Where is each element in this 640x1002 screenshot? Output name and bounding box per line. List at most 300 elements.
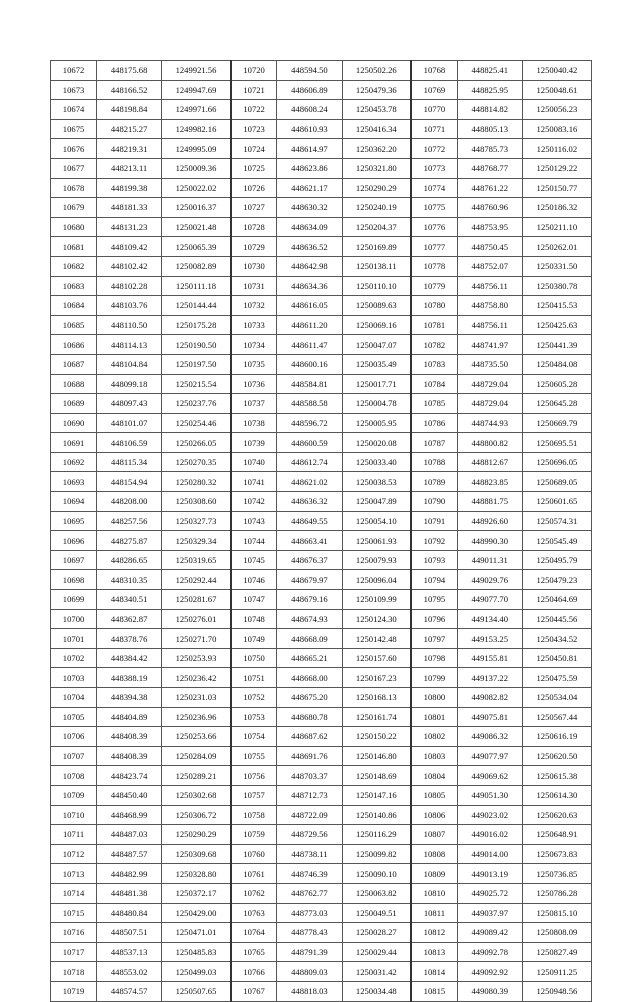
x-coordinate-cell: 448362.87 [97,609,162,629]
x-coordinate-cell: 448340.51 [97,590,162,610]
y-coordinate-cell: 1250129.22 [522,158,591,178]
y-coordinate-cell: 1250190.50 [162,335,231,355]
point-id-cell: 10815 [411,981,457,1001]
y-coordinate-cell: 1250083.16 [522,119,591,139]
x-coordinate-cell: 448791.39 [277,942,342,962]
y-coordinate-cell: 1250502.26 [342,61,411,81]
y-coordinate-cell: 1250280.32 [162,472,231,492]
y-coordinate-cell: 1250146.80 [342,746,411,766]
x-coordinate-cell: 448634.09 [277,217,342,237]
point-id-cell: 10785 [411,394,457,414]
point-id-cell: 10750 [231,648,277,668]
y-coordinate-cell: 1250204.37 [342,217,411,237]
point-id-cell: 10746 [231,570,277,590]
x-coordinate-cell: 448758.80 [457,296,522,316]
point-id-cell: 10710 [51,805,97,825]
x-coordinate-cell: 448642.98 [277,256,342,276]
point-id-cell: 10762 [231,883,277,903]
point-id-cell: 10755 [231,746,277,766]
y-coordinate-cell: 1250124.30 [342,609,411,629]
x-coordinate-cell: 448102.28 [97,276,162,296]
y-coordinate-cell: 1250175.28 [162,315,231,335]
y-coordinate-cell: 1250290.29 [342,178,411,198]
table-row [51,158,592,178]
point-id-cell: 10763 [231,903,277,923]
x-coordinate-cell: 449077.97 [457,746,522,766]
point-id-cell: 10783 [411,354,457,374]
x-coordinate-cell: 448773.03 [277,903,342,923]
y-coordinate-cell: 1250948.56 [522,981,591,1001]
point-id-cell: 10695 [51,511,97,531]
x-coordinate-cell: 448115.34 [97,452,162,472]
x-coordinate-cell: 448738.11 [277,844,342,864]
x-coordinate-cell: 448588.58 [277,394,342,414]
table-row [51,864,592,884]
y-coordinate-cell: 1250049.51 [342,903,411,923]
x-coordinate-cell: 448630.32 [277,198,342,218]
table-row [51,707,592,727]
point-id-cell: 10708 [51,766,97,786]
point-id-cell: 10747 [231,590,277,610]
point-id-cell: 10698 [51,570,97,590]
point-id-cell: 10741 [231,472,277,492]
table-row [51,315,592,335]
y-coordinate-cell: 1250380.78 [522,276,591,296]
x-coordinate-cell: 448109.42 [97,237,162,257]
point-id-cell: 10687 [51,354,97,374]
point-id-cell: 10724 [231,139,277,159]
point-id-cell: 10767 [231,981,277,1001]
y-coordinate-cell: 1250429.00 [162,903,231,923]
y-coordinate-cell: 1250009.36 [162,158,231,178]
x-coordinate-cell: 448487.03 [97,825,162,845]
y-coordinate-cell: 1250601.65 [522,492,591,512]
y-coordinate-cell: 1249995.09 [162,139,231,159]
table-row [51,805,592,825]
x-coordinate-cell: 448110.50 [97,315,162,335]
y-coordinate-cell: 1250434.52 [522,629,591,649]
y-coordinate-cell: 1250425.63 [522,315,591,335]
table-row [51,923,592,943]
y-coordinate-cell: 1250416.34 [342,119,411,139]
y-coordinate-cell: 1250034.48 [342,981,411,1001]
x-coordinate-cell: 449077.70 [457,590,522,610]
x-coordinate-cell: 449080.39 [457,981,522,1001]
point-id-cell: 10738 [231,413,277,433]
table-row [51,511,592,531]
y-coordinate-cell: 1249982.16 [162,119,231,139]
y-coordinate-cell: 1250096.04 [342,570,411,590]
point-id-cell: 10761 [231,864,277,884]
point-id-cell: 10683 [51,276,97,296]
x-coordinate-cell: 448310.35 [97,570,162,590]
y-coordinate-cell: 1250054.10 [342,511,411,531]
y-coordinate-cell: 1250321.80 [342,158,411,178]
point-id-cell: 10768 [411,61,457,81]
y-coordinate-cell: 1250211.10 [522,217,591,237]
table-row [51,198,592,218]
x-coordinate-cell: 449092.78 [457,942,522,962]
point-id-cell: 10682 [51,256,97,276]
x-coordinate-cell: 449134.40 [457,609,522,629]
point-id-cell: 10749 [231,629,277,649]
x-coordinate-cell: 448394.38 [97,688,162,708]
point-id-cell: 10701 [51,629,97,649]
point-id-cell: 10704 [51,688,97,708]
x-coordinate-cell: 448800.82 [457,433,522,453]
y-coordinate-cell: 1250022.02 [162,178,231,198]
y-coordinate-cell: 1250069.16 [342,315,411,335]
point-id-cell: 10740 [231,452,277,472]
x-coordinate-cell: 448675.20 [277,688,342,708]
point-id-cell: 10686 [51,335,97,355]
y-coordinate-cell: 1250362.20 [342,139,411,159]
x-coordinate-cell: 448825.41 [457,61,522,81]
y-coordinate-cell: 1250240.19 [342,198,411,218]
y-coordinate-cell: 1250331.50 [522,256,591,276]
table-row [51,648,592,668]
table-row [51,296,592,316]
x-coordinate-cell: 448634.36 [277,276,342,296]
point-id-cell: 10691 [51,433,97,453]
point-id-cell: 10794 [411,570,457,590]
point-id-cell: 10707 [51,746,97,766]
y-coordinate-cell: 1250065.39 [162,237,231,257]
y-coordinate-cell: 1250479.36 [342,80,411,100]
x-coordinate-cell: 448674.93 [277,609,342,629]
point-id-cell: 10753 [231,707,277,727]
x-coordinate-cell: 448610.93 [277,119,342,139]
x-coordinate-cell: 448611.47 [277,335,342,355]
y-coordinate-cell: 1250372.17 [162,883,231,903]
y-coordinate-cell: 1250142.48 [342,629,411,649]
point-id-cell: 10733 [231,315,277,335]
y-coordinate-cell: 1250605.28 [522,374,591,394]
y-coordinate-cell: 1250309.68 [162,844,231,864]
x-coordinate-cell: 448154.94 [97,472,162,492]
point-id-cell: 10696 [51,531,97,551]
table-row [51,492,592,512]
y-coordinate-cell: 1250035.49 [342,354,411,374]
y-coordinate-cell: 1250545.49 [522,531,591,551]
point-id-cell: 10723 [231,119,277,139]
y-coordinate-cell: 1250620.63 [522,805,591,825]
point-id-cell: 10726 [231,178,277,198]
y-coordinate-cell: 1250082.89 [162,256,231,276]
x-coordinate-cell: 448729.04 [457,394,522,414]
point-id-cell: 10685 [51,315,97,335]
point-id-cell: 10808 [411,844,457,864]
point-id-cell: 10773 [411,158,457,178]
y-coordinate-cell: 1250056.23 [522,100,591,120]
x-coordinate-cell: 448611.20 [277,315,342,335]
y-coordinate-cell: 1250276.01 [162,609,231,629]
y-coordinate-cell: 1250090.10 [342,864,411,884]
x-coordinate-cell: 448423.74 [97,766,162,786]
y-coordinate-cell: 1250306.72 [162,805,231,825]
y-coordinate-cell: 1250038.53 [342,472,411,492]
point-id-cell: 10734 [231,335,277,355]
table-row [51,609,592,629]
y-coordinate-cell: 1250047.07 [342,335,411,355]
y-coordinate-cell: 1250138.11 [342,256,411,276]
y-coordinate-cell: 1250040.42 [522,61,591,81]
table-row [51,374,592,394]
x-coordinate-cell: 448750.45 [457,237,522,257]
y-coordinate-cell: 1250441.39 [522,335,591,355]
y-coordinate-cell: 1250281.67 [162,590,231,610]
y-coordinate-cell: 1250215.54 [162,374,231,394]
table-row [51,452,592,472]
y-coordinate-cell: 1250089.63 [342,296,411,316]
y-coordinate-cell: 1250168.13 [342,688,411,708]
point-id-cell: 10717 [51,942,97,962]
y-coordinate-cell: 1250236.42 [162,668,231,688]
x-coordinate-cell: 448881.75 [457,492,522,512]
y-coordinate-cell: 1250815.10 [522,903,591,923]
x-coordinate-cell: 448760.96 [457,198,522,218]
x-coordinate-cell: 448101.07 [97,413,162,433]
x-coordinate-cell: 448481.38 [97,883,162,903]
table-row [51,276,592,296]
y-coordinate-cell: 1250147.16 [342,785,411,805]
table-row [51,942,592,962]
y-coordinate-cell: 1250689.05 [522,472,591,492]
y-coordinate-cell: 1250047.89 [342,492,411,512]
point-id-cell: 10771 [411,119,457,139]
y-coordinate-cell: 1250237.76 [162,394,231,414]
table-row [51,61,592,81]
x-coordinate-cell: 448722.09 [277,805,342,825]
x-coordinate-cell: 448537.13 [97,942,162,962]
point-id-cell: 10675 [51,119,97,139]
x-coordinate-cell: 448679.97 [277,570,342,590]
point-id-cell: 10745 [231,550,277,570]
x-coordinate-cell: 449092.92 [457,962,522,982]
x-coordinate-cell: 448378.76 [97,629,162,649]
y-coordinate-cell: 1250271.70 [162,629,231,649]
point-id-cell: 10739 [231,433,277,453]
x-coordinate-cell: 449075.81 [457,707,522,727]
table-row [51,825,592,845]
table-row [51,668,592,688]
point-id-cell: 10719 [51,981,97,1001]
y-coordinate-cell: 1250140.86 [342,805,411,825]
x-coordinate-cell: 448181.33 [97,198,162,218]
point-id-cell: 10797 [411,629,457,649]
y-coordinate-cell: 1250292.44 [162,570,231,590]
point-id-cell: 10706 [51,727,97,747]
point-id-cell: 10781 [411,315,457,335]
table-row [51,256,592,276]
point-id-cell: 10677 [51,158,97,178]
x-coordinate-cell: 448676.37 [277,550,342,570]
point-id-cell: 10676 [51,139,97,159]
y-coordinate-cell: 1250673.83 [522,844,591,864]
y-coordinate-cell: 1250017.71 [342,374,411,394]
y-coordinate-cell: 1250109.99 [342,590,411,610]
point-id-cell: 10787 [411,433,457,453]
point-id-cell: 10807 [411,825,457,845]
point-id-cell: 10729 [231,237,277,257]
x-coordinate-cell: 448553.02 [97,962,162,982]
x-coordinate-cell: 448636.52 [277,237,342,257]
point-id-cell: 10731 [231,276,277,296]
point-id-cell: 10779 [411,276,457,296]
table-row [51,531,592,551]
table-row [51,727,592,747]
point-id-cell: 10775 [411,198,457,218]
y-coordinate-cell: 1250290.29 [162,825,231,845]
point-id-cell: 10764 [231,923,277,943]
x-coordinate-cell: 448756.11 [457,276,522,296]
table-row [51,550,592,570]
y-coordinate-cell: 1250648.91 [522,825,591,845]
table-row [51,139,592,159]
x-coordinate-cell: 448114.13 [97,335,162,355]
x-coordinate-cell: 449089.42 [457,923,522,943]
x-coordinate-cell: 448665.21 [277,648,342,668]
point-id-cell: 10727 [231,198,277,218]
x-coordinate-cell: 449016.02 [457,825,522,845]
point-id-cell: 10784 [411,374,457,394]
y-coordinate-cell: 1250033.40 [342,452,411,472]
point-id-cell: 10715 [51,903,97,923]
table-row [51,629,592,649]
point-id-cell: 10688 [51,374,97,394]
table-row [51,590,592,610]
point-id-cell: 10699 [51,590,97,610]
point-id-cell: 10796 [411,609,457,629]
x-coordinate-cell: 448099.18 [97,374,162,394]
point-id-cell: 10802 [411,727,457,747]
y-coordinate-cell: 1250574.31 [522,511,591,531]
y-coordinate-cell: 1250110.10 [342,276,411,296]
y-coordinate-cell: 1250169.89 [342,237,411,257]
point-id-cell: 10812 [411,923,457,943]
x-coordinate-cell: 448482.99 [97,864,162,884]
x-coordinate-cell: 448668.00 [277,668,342,688]
x-coordinate-cell: 448606.89 [277,80,342,100]
x-coordinate-cell: 448286.65 [97,550,162,570]
x-coordinate-cell: 448679.16 [277,590,342,610]
point-id-cell: 10690 [51,413,97,433]
point-id-cell: 10789 [411,472,457,492]
point-id-cell: 10756 [231,766,277,786]
x-coordinate-cell: 448131.23 [97,217,162,237]
point-id-cell: 10757 [231,785,277,805]
x-coordinate-cell: 448275.87 [97,531,162,551]
point-id-cell: 10697 [51,550,97,570]
x-coordinate-cell: 448778.43 [277,923,342,943]
x-coordinate-cell: 448104.84 [97,354,162,374]
y-coordinate-cell: 1250289.21 [162,766,231,786]
x-coordinate-cell: 448814.82 [457,100,522,120]
point-id-cell: 10765 [231,942,277,962]
x-coordinate-cell: 448614.97 [277,139,342,159]
y-coordinate-cell: 1250669.79 [522,413,591,433]
table-row [51,472,592,492]
point-id-cell: 10811 [411,903,457,923]
point-id-cell: 10672 [51,61,97,81]
y-coordinate-cell: 1250116.02 [522,139,591,159]
y-coordinate-cell: 1250063.82 [342,883,411,903]
y-coordinate-cell: 1250786.28 [522,883,591,903]
x-coordinate-cell: 449086.32 [457,727,522,747]
table-row [51,237,592,257]
y-coordinate-cell: 1250308.60 [162,492,231,512]
point-id-cell: 10760 [231,844,277,864]
y-coordinate-cell: 1250534.04 [522,688,591,708]
point-id-cell: 10752 [231,688,277,708]
y-coordinate-cell: 1250253.66 [162,727,231,747]
x-coordinate-cell: 448208.00 [97,492,162,512]
x-coordinate-cell: 449153.25 [457,629,522,649]
point-id-cell: 10788 [411,452,457,472]
point-id-cell: 10758 [231,805,277,825]
y-coordinate-cell: 1250029.44 [342,942,411,962]
point-id-cell: 10766 [231,962,277,982]
y-coordinate-cell: 1250615.38 [522,766,591,786]
y-coordinate-cell: 1250167.23 [342,668,411,688]
x-coordinate-cell: 448729.56 [277,825,342,845]
y-coordinate-cell: 1250475.59 [522,668,591,688]
table-row [51,903,592,923]
point-id-cell: 10681 [51,237,97,257]
point-id-cell: 10713 [51,864,97,884]
x-coordinate-cell: 448752.07 [457,256,522,276]
point-id-cell: 10720 [231,61,277,81]
x-coordinate-cell: 448480.84 [97,903,162,923]
x-coordinate-cell: 449025.72 [457,883,522,903]
x-coordinate-cell: 448744.93 [457,413,522,433]
point-id-cell: 10712 [51,844,97,864]
x-coordinate-cell: 449014.00 [457,844,522,864]
y-coordinate-cell: 1250150.77 [522,178,591,198]
x-coordinate-cell: 448809.03 [277,962,342,982]
y-coordinate-cell: 1250116.29 [342,825,411,845]
point-id-cell: 10800 [411,688,457,708]
table-row [51,119,592,139]
y-coordinate-cell: 1250079.93 [342,550,411,570]
point-id-cell: 10714 [51,883,97,903]
point-id-cell: 10709 [51,785,97,805]
x-coordinate-cell: 449029.76 [457,570,522,590]
y-coordinate-cell: 1250270.35 [162,452,231,472]
table-row [51,413,592,433]
coordinate-table-body [51,61,592,1002]
point-id-cell: 10705 [51,707,97,727]
x-coordinate-cell: 448600.16 [277,354,342,374]
x-coordinate-cell: 449069.62 [457,766,522,786]
point-id-cell: 10769 [411,80,457,100]
point-id-cell: 10744 [231,531,277,551]
x-coordinate-cell: 448594.50 [277,61,342,81]
point-id-cell: 10792 [411,531,457,551]
y-coordinate-cell: 1250148.69 [342,766,411,786]
point-id-cell: 10791 [411,511,457,531]
table-row [51,570,592,590]
point-id-cell: 10748 [231,609,277,629]
x-coordinate-cell: 448785.73 [457,139,522,159]
table-row [51,785,592,805]
x-coordinate-cell: 448103.76 [97,296,162,316]
y-coordinate-cell: 1250061.93 [342,531,411,551]
x-coordinate-cell: 449082.82 [457,688,522,708]
x-coordinate-cell: 448616.05 [277,296,342,316]
x-coordinate-cell: 448680.78 [277,707,342,727]
x-coordinate-cell: 448691.76 [277,746,342,766]
